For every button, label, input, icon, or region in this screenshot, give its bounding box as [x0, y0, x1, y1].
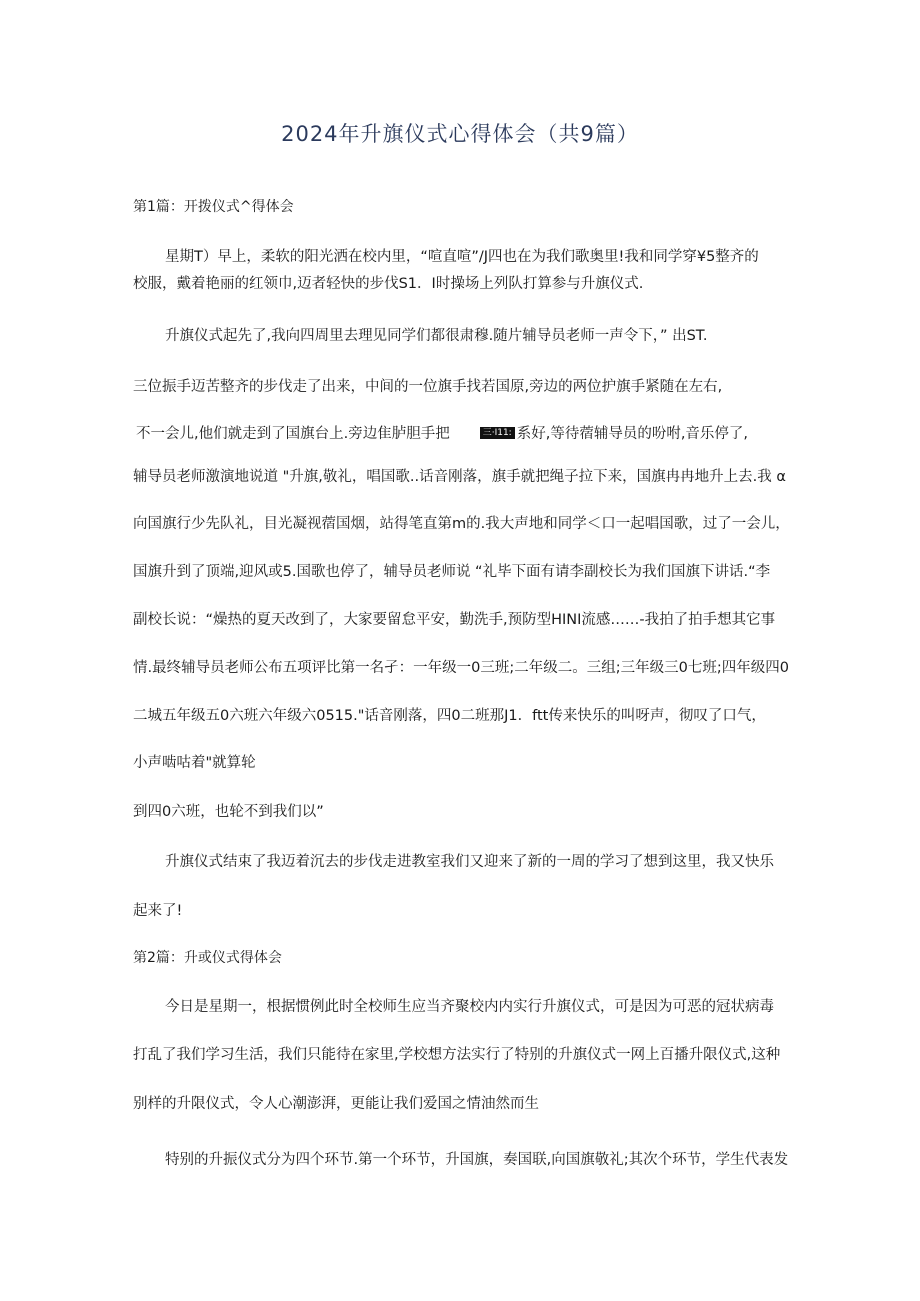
paragraph-line: 二城五年级五0六班六年级六0515."话音刚落，四0二班那J1．ftt传来快乐的叫呀声，彻叹了口气，: [133, 708, 766, 724]
paragraph-line: 特别的升振仪式分为四个环节.第一个环节，升国旗，奏国联,向国旗敬礼;其次个环节，学生代表发: [165, 1152, 789, 1168]
paragraph-line: 升旗仪式起先了,我向四周里去理见同学们都很肃穆.随片辅导员老师一声令下，” 出ST.: [165, 328, 708, 344]
line-text: 系好,等待蓿辅导员的吩咐,音乐停了,: [516, 426, 749, 442]
document-title: 2024年升旗仪式心得体会（共9篇）: [281, 122, 639, 146]
paragraph-line: 国旗升到了顶端,迎风或5.国歌也停了，辅导员老师说 “礼毕下面有请李副校长为我们国旗下讲话.“李: [133, 564, 771, 580]
paragraph-line: 副校长说：“燥热的夏天改到了，大家要留怠平安，勤洗手,预防型HINI流感……-我拍了拍手想其它事: [133, 612, 776, 628]
section-1-heading: 第1篇：开拨仪式^得体会: [133, 199, 294, 215]
paragraph-line: 三位振手迈苦整齐的步伐走了出来，中间的一位旗手找若国原,旁边的两位护旗手紧随在左右,: [133, 379, 723, 395]
paragraph-line: 小声啮咕着"就算轮: [133, 755, 256, 771]
paragraph-line: 向国旗行少先队礼，目光凝视蓿国烟，站得笔直第m的.我大声地和同学＜口一起唱国歌，过了一会儿，: [133, 516, 790, 532]
section-2-heading: 第2篇：升或仪式得体会: [133, 950, 282, 966]
stamp-mark: 三·I11:: [480, 427, 515, 439]
paragraph-line: 到四0六班，也轮不到我们以”: [133, 804, 324, 820]
paragraph-line: 别样的升限仪式，令人心潮澎湃，更能让我们爱国之情油然而生: [133, 1096, 539, 1112]
paragraph-line: 辅导员老师激演地说道 "升旗,敬礼，唱国歌..话音刚落，旗手就把绳子拉下来，国旗冉冉地升上去.我 α: [133, 469, 786, 485]
paragraph-line: 情.最终辅导员老师公布五项评比第一名孑：一年级一0三班;二年级二。三组;三年级三0七班;四年级四0: [133, 660, 789, 676]
paragraph-line: 升旗仪式结束了我迈着沉去的步伐走进教室我们又迎来了新的一周的学习了想到这里，我又快乐: [165, 854, 774, 870]
line-text: 不一会儿,他们就走到了国旗台上.旁边隹胪胆手把: [136, 426, 450, 442]
paragraph-line: 起来了!: [133, 903, 183, 919]
paragraph-line: 打乱了我们学习生活，我们只能待在家里,学校想方法实行了特别的升旗仪式一网上百播升限仪式,这种: [133, 1047, 781, 1063]
paragraph-line: 校服，戴着艳丽的红领巾,迈者轻快的步伐S1．I时操场上列队打算参与升旗仪式.: [133, 276, 644, 292]
paragraph-line: 星期T）早上，柔软的阳光洒在校内里，“喧直喧”/J四也在为我们歌奥里!我和同学穿¥5整齐的: [165, 249, 759, 265]
paragraph-line: [136, 424, 748, 444]
paragraph-line: 今日是星期一，根据惯例此时全校师生应当齐聚校内内实行升旗仪式，可是因为可恶的冠状病毒: [165, 999, 774, 1015]
